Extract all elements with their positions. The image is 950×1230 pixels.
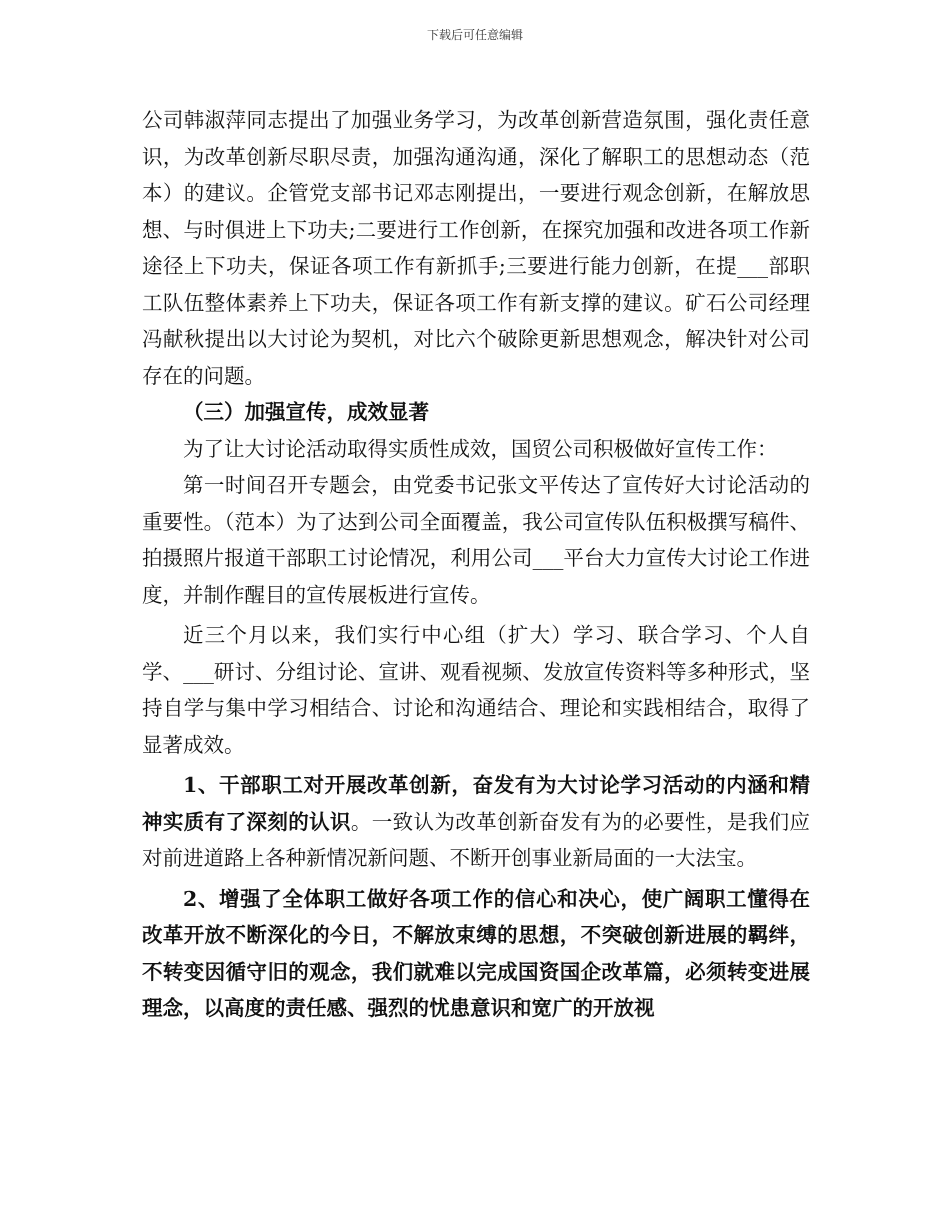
point-1-rest: 。一致认为改革创新奋发有为的必要性，是我们应对前进道路上各种新情况新问题、不断开创事业新局面的一大法宝。 [142,809,811,870]
page-header: 下载后可任意编辑 [426,28,523,42]
paragraph-publicity: 为了让大讨论活动取得实质性成效，国贸公司积极做好宣传工作： [183,436,778,461]
paragraph-point-1 [142,767,810,877]
document-body [142,102,810,1027]
section-heading: （三）加强宣传，成效显著 [183,400,429,424]
paragraph-meeting: 第一时间召开专题会，由党委书记张文平传达了宣传好大讨论活动的重要性。（范本）为了达到公司全面覆盖，我公司宣传队伍积极撰写稿件、拍摄照片报道干部职工讨论情况，利用公司___平台大力宣传大讨论工作进度，并制作醒目的宣传展板进行宣传。 [142,473,810,607]
paragraph-intro: 公司韩淑萍同志提出了加强业务学习，为改革创新营造氛围，强化责任意识，为改革创新尽职尽责，加强沟通沟通，深化了解职工的思想动态（范本）的建议。企管党支部书记邓志刚提出，一要进行观念创新，在解放思想、与时俱进上下功夫;二要进行工作创新，在探究加强和改进各项工作新途径上下功夫，保证各项工作有新抓手;三要进行能力创新，在提___部职工队伍整体素养上下功夫，保证各项工作有新支撑的建议。矿石公司经理冯献秋提出以大讨论为契机，对比六个破除更新思想观念，解决针对公司存在的问题。 [142,108,810,388]
paragraph-point-2: 2、增强了全体职工做好各项工作的信心和决心，使广阔职工懂得在改革开放不断深化的今日，不解放束缚的思想，不突破创新进展的羁绊，不转变因循守旧的观念，我们就难以完成国资国企改革篇，必须转变进展理念，以高度的责任感、强烈的忧患意识和宽广的开放视 [142,886,810,1020]
paragraph-recent-months: 近三个月以来，我们实行中心组（扩大）学习、联合学习、个人自学、___研讨、分组讨论、宣讲、观看视频、发放宣传资料等多种形式，坚持自学与集中学习相结合、讨论和沟通结合、理论和实践相结合，取得了显著成效。 [142,623,810,757]
point-1-lead: 1、干部职工对开展改革创新，奋发有为大讨论学习活动的内涵和精神实质有了深刻的认识 [142,773,810,834]
